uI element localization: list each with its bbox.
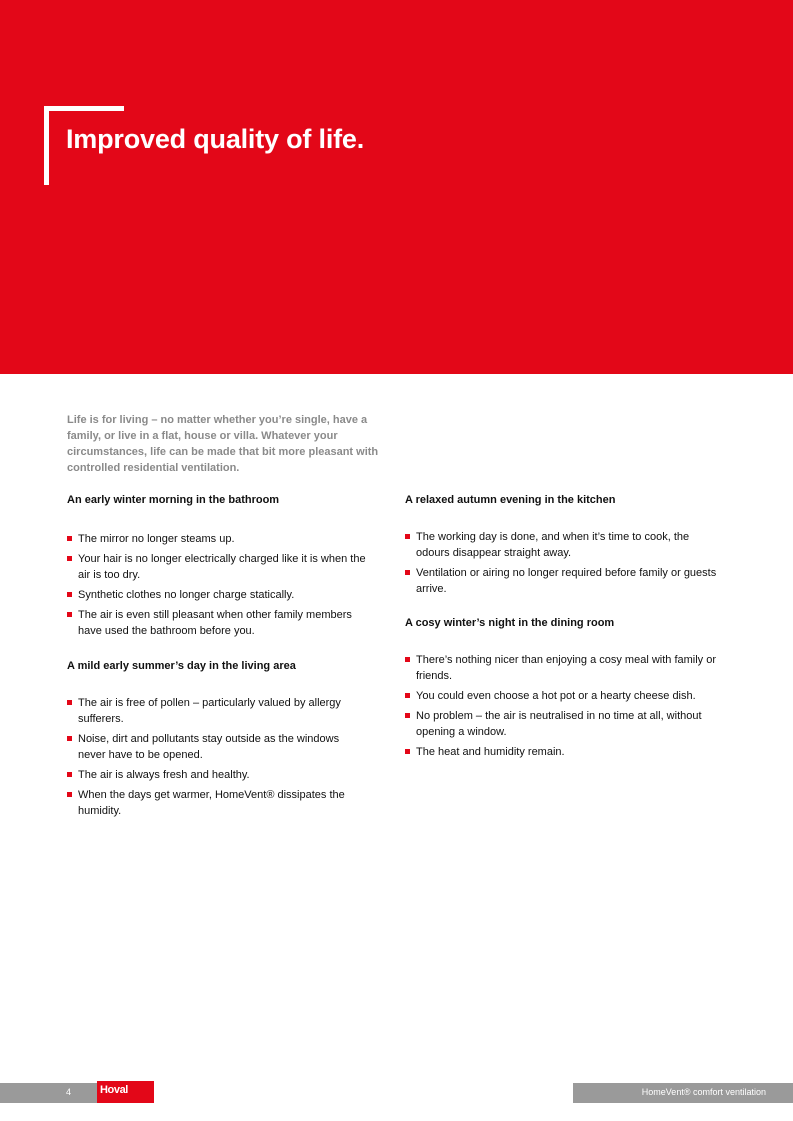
bullet-square-icon [67,736,72,741]
hoval-logo [97,1081,154,1103]
footer-left-bar [0,1083,97,1103]
bullet-square-icon [67,612,72,617]
bullet-square-icon [67,792,72,797]
list-item: Synthetic clothes no longer charge statically. [67,587,367,603]
section-heading: A relaxed autumn evening in the kitchen [405,494,616,506]
title-bracket-vertical [44,106,49,185]
section-heading: An early winter morning in the bathroom [67,494,280,506]
bullet-square-icon [67,772,72,777]
bullet-square-icon [405,749,410,754]
bullet-list [67,531,367,639]
title-bracket-horizontal [44,106,124,111]
bullet-square-icon [67,556,72,561]
intro-paragraph: Life is for living – no matter whether you’re single, have a family, or live in a flat, house or villa. Whatever your circumstances, life can be made that bit more pleasant with controlled residential ventilation. [67,414,379,474]
list-item: When the days get warmer, HomeVent® dissipates the humidity. [67,787,367,819]
bullet-list [405,529,725,597]
page-title: Improved quality of life. [66,124,365,154]
logo-text: Hoval [100,1084,128,1096]
bullet-square-icon [405,657,410,662]
list-item: The mirror no longer steams up. [67,531,367,547]
section-bathroom [67,493,367,643]
list-item: The air is even still pleasant when other family members have used the bathroom before you. [67,607,367,639]
list-item: No problem – the air is neutralised in no time at all, without opening a window. [405,708,725,740]
bullet-square-icon [67,536,72,541]
section-heading: A cosy winter’s night in the dining room [405,617,615,629]
bullet-list [405,652,725,760]
list-item: Ventilation or airing no longer required before family or guests arrive. [405,565,725,597]
list-item: You could even choose a hot pot or a hearty cheese dish. [405,688,725,704]
bullet-square-icon [405,693,410,698]
bullet-square-icon [67,700,72,705]
list-item: Your hair is no longer electrically charged like it is when the air is too dry. [67,551,367,583]
bullet-square-icon [405,570,410,575]
list-item: The air is free of pollen – particularly valued by allergy sufferers. [67,695,367,727]
list-item: Noise, dirt and pollutants stay outside as the windows never have to be opened. [67,731,367,763]
list-item: There’s nothing nicer than enjoying a cosy meal with family or friends. [405,652,725,684]
section-heading: A mild early summer’s day in the living area [67,660,296,672]
section-dining-room [405,616,725,764]
footer-right-bar [573,1083,793,1103]
page-number: 4 [66,1087,72,1097]
list-item: The heat and humidity remain. [405,744,725,760]
bullet-square-icon [405,713,410,718]
hero-banner [0,0,793,374]
list-item: The air is always fresh and healthy. [67,767,367,783]
bullet-square-icon [405,534,410,539]
section-living-area [67,659,367,823]
list-item: The working day is done, and when it’s time to cook, the odours disappear straight away. [405,529,725,561]
bullet-square-icon [67,592,72,597]
footer-product-name: HomeVent® comfort ventilation [641,1087,766,1097]
section-kitchen [405,493,725,601]
bullet-list [67,695,367,819]
